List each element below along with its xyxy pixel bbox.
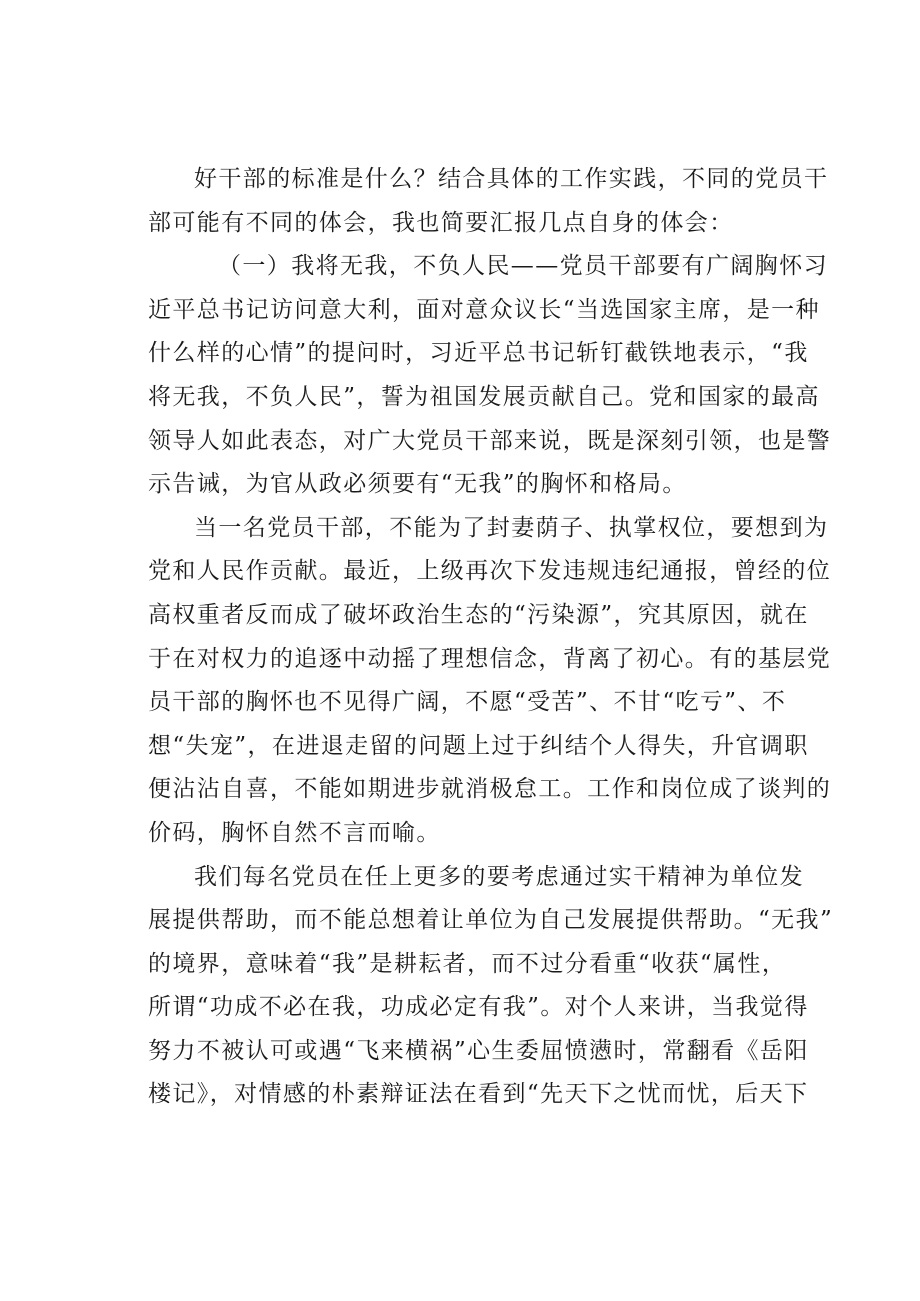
paragraph-section-1 — [148, 245, 832, 507]
text-line: 所谓“功成不必在我，功成必定有我”。对个人来讲，当我觉得 — [148, 994, 809, 1021]
text-line: 好干部的标准是什么？结合具体的工作实践，不同的党员干 — [194, 166, 829, 192]
text-line: 领导人如此表态，对广大党员干部来说，既是深刻引领，也是警 — [148, 427, 832, 454]
text-line: 于在对权力的追逐中动摇了理想信念，背离了初心。有的基层党 — [148, 645, 832, 672]
text-line: 什么样的心情”的提问时，习近平总书记斩钉截铁地表示，“我 — [148, 340, 809, 367]
text-line: 党和人民作贡献。最近，上级再次下发违规违纪通报，曾经的位 — [148, 558, 832, 585]
text-line: 员干部的胸怀也不见得广阔，不愿“受苦”、不甘“吃亏”、不 — [148, 689, 787, 716]
text-line: 努力不被认可或遇“飞来横祸”心生委屈愤懑时，常翻看《岳阳 — [148, 1037, 809, 1064]
text-line: 当一名党员干部，不能为了封妻荫子、执掌权位，要想到为 — [194, 514, 829, 541]
paragraph-body-2 — [148, 507, 832, 856]
text-line: 想“失宠”，在进退走留的问题上过于纠结个人得失，升官调职 — [148, 732, 809, 759]
text-line: 楼记》，对情感的朴素辩证法在看到“先天下之忧而忧，后天下 — [148, 1081, 809, 1108]
text-line: 展提供帮助，而不能总想着让单位为自己发展提供帮助。“无我” — [148, 907, 834, 934]
paragraph-intro — [148, 158, 829, 245]
text-line: 将无我，不负人民”，誓为祖国发展贡献自己。党和国家的最高 — [148, 383, 820, 410]
text-line: 示告诫，为官从政必须要有“无我”的胸怀和格局。 — [148, 471, 687, 498]
document-body — [148, 158, 834, 1117]
text-line: 部可能有不同的体会，我也简要汇报几点自身的体会： — [148, 209, 734, 236]
text-line: 近平总书记访问意大利，面对意众议长“当选国家主席，是一种 — [148, 296, 820, 323]
text-line: 的境界，意味着“我”是耕耘者，而不过分看重“收获“属性， — [148, 950, 787, 977]
section-heading-line: （一）我将无我，不负人民——党员干部要有广阔胸怀习 — [218, 253, 828, 280]
text-line: 高权重者反而成了破坏政治生态的“污染源”，究其原因，就在 — [148, 601, 809, 628]
paragraph-body-3 — [148, 856, 834, 1118]
text-line: 我们每名党员在任上更多的要考虑通过实干精神为单位发 — [194, 863, 804, 890]
text-line: 便沾沾自喜，不能如期进步就消极怠工。工作和岗位成了谈判的 — [148, 776, 832, 803]
text-line: 价码，胸怀自然不言而喻。 — [148, 819, 441, 846]
